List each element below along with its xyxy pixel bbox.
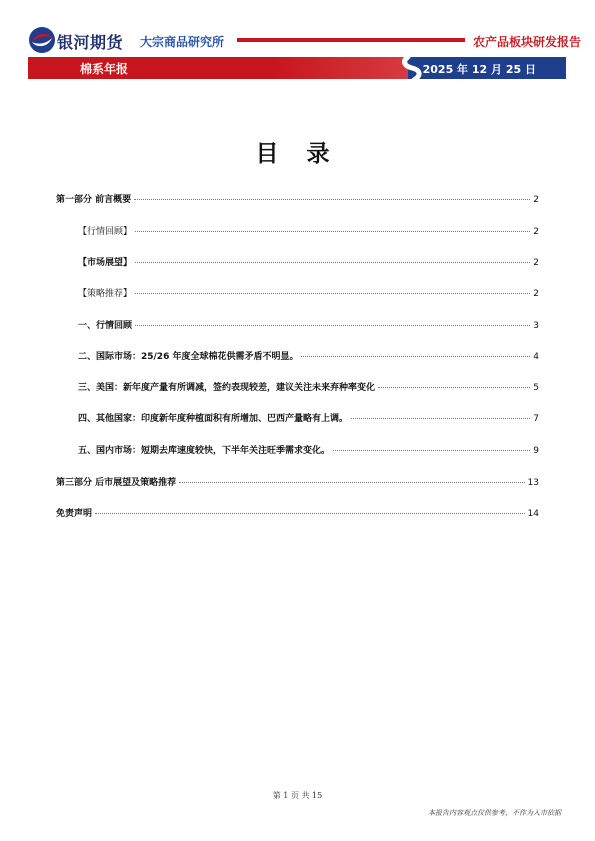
toc-entry-page: 5 <box>533 383 539 393</box>
toc-leader-dots <box>135 293 530 294</box>
toc-entry[interactable] <box>56 506 539 519</box>
toc-leader-dots <box>378 387 530 388</box>
toc-entry[interactable] <box>78 286 539 299</box>
toc-entry-label: 四、其他国家：印度新年度种植面积有所增加、巴西产量略有上调。 <box>78 414 349 424</box>
toc-leader-dots <box>135 262 530 263</box>
toc-entry[interactable] <box>78 224 539 237</box>
toc-entry-page: 4 <box>533 352 539 362</box>
toc-title: 目 录 <box>255 141 340 167</box>
toc-entry[interactable] <box>78 380 539 393</box>
toc-entry[interactable] <box>78 411 539 424</box>
toc-leader-dots <box>95 513 525 514</box>
toc-entry-page: 3 <box>533 321 539 331</box>
toc-entry-page: 2 <box>533 258 539 268</box>
toc-entry[interactable] <box>78 255 539 268</box>
toc-leader-dots <box>135 325 530 326</box>
toc-entry-page: 7 <box>533 414 539 424</box>
toc-entry-label: 【行情回顾】 <box>78 227 133 237</box>
toc-entry-label: 【策略推荐】 <box>78 289 133 299</box>
toc-entry[interactable] <box>78 349 539 362</box>
header-divider <box>237 38 465 42</box>
toc-entry[interactable] <box>78 318 539 331</box>
brand-name: 银河期货 <box>57 33 124 52</box>
title-band <box>28 57 566 79</box>
toc-entry-label: 一、行情回顾 <box>78 321 133 331</box>
toc-entry-page: 2 <box>533 227 539 237</box>
toc-entry-label: 三、美国：新年度产量有所调减，签约表现较差，建议关注未来弃种率变化 <box>78 383 376 393</box>
toc-entry-page: 2 <box>533 289 539 299</box>
toc-entry-page: 9 <box>533 446 539 456</box>
report-date: 2025 年 12 月 25 日 <box>422 63 536 76</box>
company-logo <box>28 26 56 54</box>
toc-leader-dots <box>333 450 530 451</box>
toc-entry-label: 免责声明 <box>56 509 93 519</box>
page-number: 第 1 页 共 15 <box>272 791 323 800</box>
report-type: 农产品板块研发报告 <box>472 35 581 49</box>
toc-leader-dots <box>179 482 524 483</box>
toc-entry[interactable] <box>56 192 539 205</box>
disclaimer-note: 本报告内容观点仅供参考，不作为入市依据 <box>428 809 561 817</box>
report-series-title: 棉系年报 <box>80 62 129 76</box>
toc-leader-dots <box>351 418 530 419</box>
toc-entry-label: 二、国际市场：25/26 年度全球棉花供需矛盾不明显。 <box>78 352 299 362</box>
toc-leader-dots <box>134 199 530 200</box>
institute-name: 大宗商品研究所 <box>140 35 225 49</box>
toc-entry-label: 【市场展望】 <box>78 258 133 268</box>
toc-entry[interactable] <box>78 443 539 456</box>
toc-entry-page: 14 <box>527 509 539 519</box>
toc-leader-dots <box>135 231 530 232</box>
toc-entry-label: 第三部分 后市展望及策略推荐 <box>56 478 177 488</box>
galaxy-logo-icon <box>28 26 56 54</box>
toc-entry[interactable] <box>56 475 539 488</box>
toc-leader-dots <box>301 356 530 357</box>
toc-entry-page: 13 <box>527 478 539 488</box>
toc-entry-label: 第一部分 前言概要 <box>56 195 132 205</box>
toc-entry-label: 五、国内市场：短期去库速度较快，下半年关注旺季需求变化。 <box>78 446 331 456</box>
toc-entry-page: 2 <box>533 195 539 205</box>
